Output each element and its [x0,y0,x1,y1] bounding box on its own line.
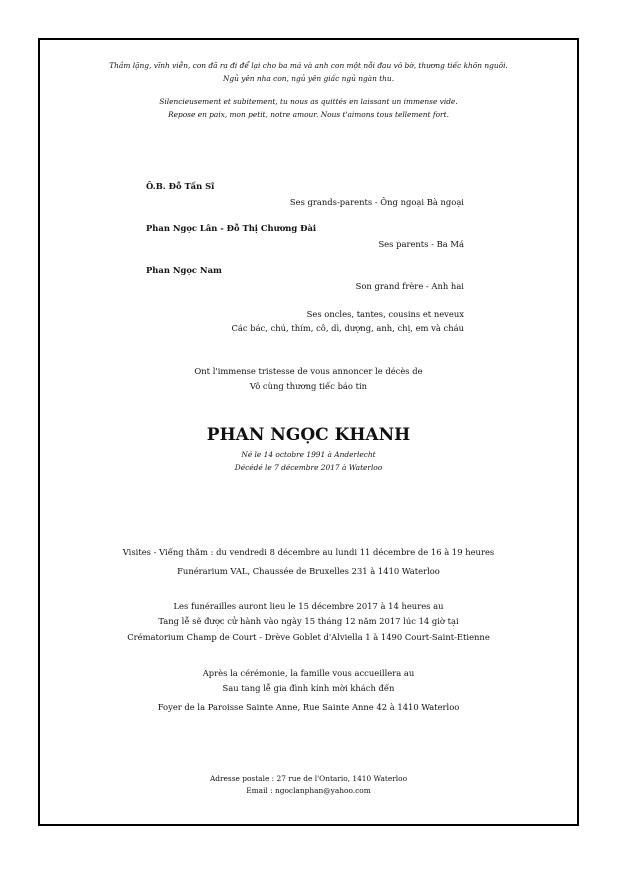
reception-line2: Sau tang lễ gia đình kính mời khách đến [222,683,395,693]
family-name-grandparents: Ô.B. Đỗ Tấn Sĩ [146,181,215,191]
family-name-parents: Phan Ngọc Lân - Đỗ Thị Chương Đài [146,223,317,233]
visits-line1: Visites - Viếng thăm : du vendredi 8 décembre au lundi 11 décembre de 16 à 19 heures [122,547,495,557]
contact-email: Email : ngoclanphan@yahoo.com [246,786,371,795]
family-relation-brother: Son grand frère - Anh hai [355,281,464,291]
poem-fr-line2: Repose en paix, mon petit, notre amour. Nous t'aimons tous tellement fort. [168,110,449,119]
family-name-brother: Phan Ngọc Nam [146,265,222,275]
announcement-fr: Ont l'immense tristesse de vous annoncer le décès de [194,366,423,376]
extended-family-fr: Ses oncles, tantes, cousins et neveux [306,309,464,319]
poem-fr-line1: Silencieusement et subitement, tu nous as quittés en laissant un immense vide. [159,97,458,106]
family-relation-grandparents: Ses grands-parents - Ông ngoại Bà ngoại [289,197,464,207]
page-border [38,38,579,826]
poem-vi-line1: Thầm lặng, vĩnh viễn, con đã ra đi để lại cho ba má và anh con một nỗi đau vô bờ, thương tiếc khôn nguôi. [109,61,508,70]
family-relation-parents: Ses parents - Ba Má [378,239,464,249]
deceased-died: Décédé le 7 décembre 2017 à Waterloo [234,463,383,472]
reception-line3: Foyer de la Paroisse Sainte Anne, Rue Sainte Anne 42 à 1410 Waterloo [157,702,460,712]
contact-address: Adresse postale : 27 rue de l'Ontario, 1410 Waterloo [209,774,408,783]
deceased-name: PHAN NGỌC KHANH [206,425,411,445]
visits-line2: Funérarium VAL, Chaussée de Bruxelles 231 à 1410 Waterloo [177,566,440,576]
funeral-line2: Tang lễ sẽ được cử hành vào ngày 15 tháng 12 năm 2017 lúc 14 giờ tại [158,616,459,626]
funeral-line3: Crématorium Champ de Court - Drève Goblet d'Alviella 1 à 1490 Court-Saint-Etienne [127,632,490,642]
funeral-line1: Les funérailles auront lieu le 15 décembre 2017 à 14 heures au [173,601,444,611]
reception-line1: Après la cérémonie, la famille vous accueillera au [202,668,415,678]
extended-family-vi: Các bác, chú, thím, cô, dì, dượng, anh, chị, em và cháu [231,323,464,333]
deceased-born: Né le 14 octobre 1991 à Anderlecht [241,450,376,459]
poem-vi-line2: Ngủ yên nha con, ngủ yên giấc ngủ ngàn thu. [222,74,395,83]
announcement-vi: Vô cùng thương tiếc báo tin [249,381,368,391]
